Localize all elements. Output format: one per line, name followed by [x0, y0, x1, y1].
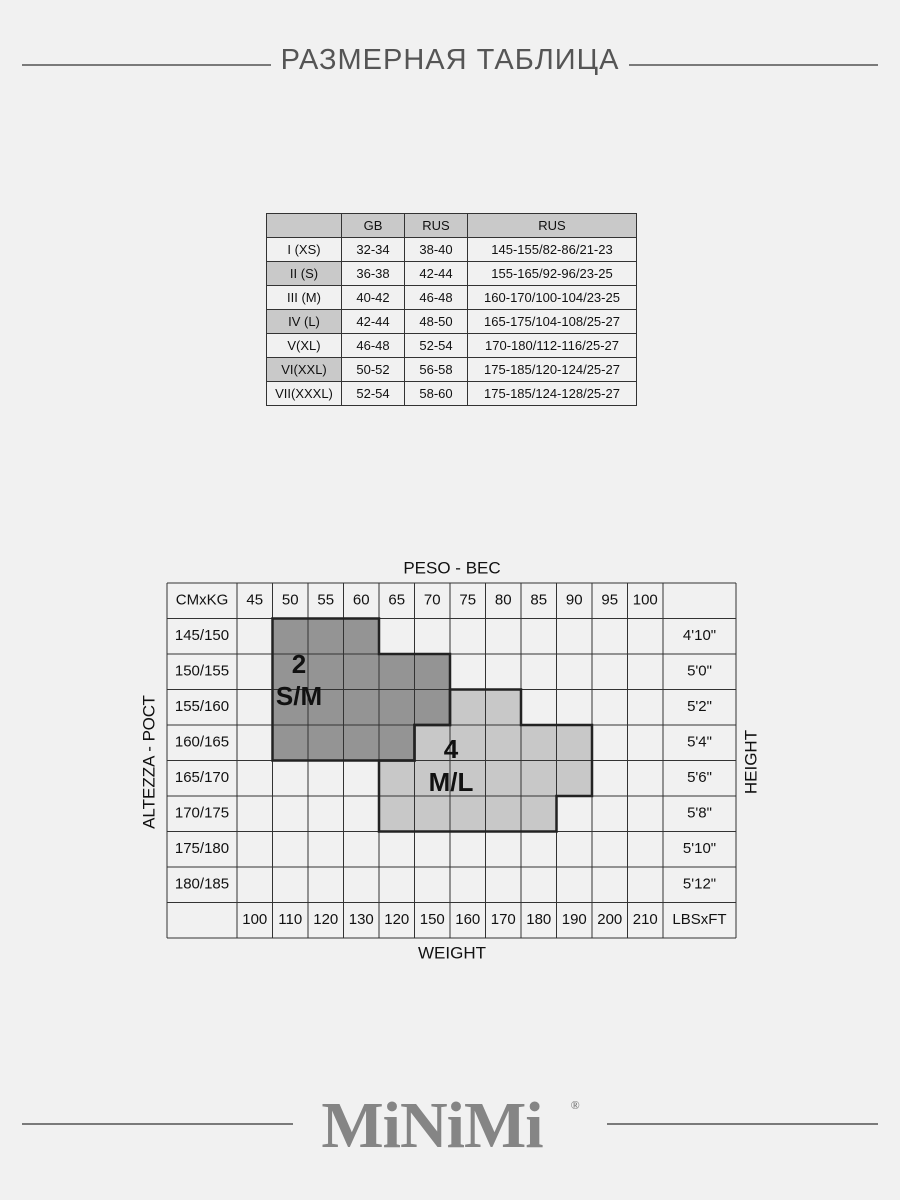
size-table-cell: 42-44 [342, 310, 405, 334]
size-table-cell: 40-42 [342, 286, 405, 310]
lbs-tick-label: 130 [348, 911, 374, 929]
size-table-cell: VII(XXXL) [267, 382, 342, 406]
lbs-tick-label: 120 [384, 911, 410, 929]
lbs-tick-label: 110 [278, 911, 303, 929]
zone-4-number: 4 [443, 733, 459, 764]
ft-row-label: 4'10" [682, 627, 717, 645]
ft-row-label: 5'4" [687, 733, 712, 751]
size-table-cell: 52-54 [342, 382, 405, 406]
cm-row-label: 155/160 [174, 698, 230, 716]
right-axis-label: HEIGHT [741, 729, 761, 795]
size-table-cell: 160-170/100-104/23-25 [468, 286, 637, 310]
zone-4-size: M/L [428, 766, 474, 797]
ft-row-label: 5'12" [682, 875, 717, 893]
lbs-tick-label: 190 [561, 911, 587, 929]
size-table-cell: 48-50 [405, 310, 468, 334]
kg-tick-label: 45 [246, 591, 264, 609]
size-table-cell: 36-38 [342, 262, 405, 286]
ft-row-label: 5'10" [682, 840, 717, 858]
size-table-cell: IV (L) [267, 310, 342, 334]
top-axis-label: PESO - ВЕС [403, 558, 501, 578]
grid-corner-label: CMxKG [175, 591, 229, 609]
size-table-cell: I (XS) [267, 238, 342, 262]
lbs-tick-label: 200 [597, 911, 623, 929]
kg-tick-label: 85 [530, 591, 548, 609]
kg-tick-label: 90 [565, 591, 583, 609]
cm-row-label: 160/165 [174, 733, 230, 751]
lbs-tick-label: 210 [632, 911, 658, 929]
size-table-header-cell: RUS [405, 214, 468, 238]
kg-tick-label: 100 [632, 591, 658, 609]
size-table-cell: 42-44 [405, 262, 468, 286]
size-table-cell: 46-48 [405, 286, 468, 310]
ft-row-label: 5'6" [687, 769, 712, 787]
size-table-cell: III (M) [267, 286, 342, 310]
ft-row-label: 5'0" [687, 662, 712, 680]
cm-row-label: 170/175 [174, 804, 230, 822]
kg-tick-label: 50 [281, 591, 299, 609]
kg-tick-label: 75 [459, 591, 477, 609]
size-table-cell: 46-48 [342, 334, 405, 358]
ft-row-label: 5'2" [687, 698, 712, 716]
size-table-cell: 50-52 [342, 358, 405, 382]
kg-tick-label: 55 [317, 591, 335, 609]
size-table-cell: 155-165/92-96/23-25 [468, 262, 637, 286]
lbs-corner-label: LBSxFT [672, 911, 727, 929]
size-table-cell: 175-185/120-124/25-27 [468, 358, 637, 382]
size-table-cell: 32-34 [342, 238, 405, 262]
size-table-header-cell: GB [342, 214, 405, 238]
lbs-tick-label: 150 [419, 911, 445, 929]
kg-tick-label: 70 [423, 591, 441, 609]
size-table-header-cell: RUS [468, 214, 637, 238]
kg-tick-label: 95 [601, 591, 619, 609]
size-table-cell: 165-175/104-108/25-27 [468, 310, 637, 334]
size-table-cell: VI(XXL) [267, 358, 342, 382]
kg-tick-label: 65 [388, 591, 406, 609]
lbs-tick-label: 180 [526, 911, 552, 929]
size-table-cell: 58-60 [405, 382, 468, 406]
lbs-tick-label: 120 [313, 911, 339, 929]
lbs-tick-label: 100 [242, 911, 268, 929]
cm-row-label: 175/180 [174, 840, 230, 858]
cm-row-label: 180/185 [174, 875, 230, 893]
size-table-cell: 52-54 [405, 334, 468, 358]
page-title: РАЗМЕРНАЯ ТАБЛИЦА [0, 44, 900, 77]
ft-row-label: 5'8" [687, 804, 712, 822]
zone-2-size: S/M [275, 680, 323, 711]
lbs-tick-label: 170 [490, 911, 516, 929]
size-table-cell: 145-155/82-86/21-23 [468, 238, 637, 262]
kg-tick-label: 80 [494, 591, 512, 609]
kg-tick-label: 60 [352, 591, 370, 609]
size-table-cell: 170-180/112-116/25-27 [468, 334, 637, 358]
size-table-cell: II (S) [267, 262, 342, 286]
size-table-cell: 56-58 [405, 358, 468, 382]
bottom-axis-label: WEIGHT [418, 943, 486, 963]
zone-2-number: 2 [291, 648, 307, 679]
cm-row-label: 165/170 [174, 769, 230, 787]
left-axis-label: ALTEZZA - РОСТ [139, 695, 159, 829]
brand-logo: MiNiMi ® [0, 1088, 900, 1164]
cm-row-label: 145/150 [174, 627, 230, 645]
cm-row-label: 150/155 [174, 662, 230, 680]
size-table-cell: V(XL) [267, 334, 342, 358]
size-table-cell: 175-185/124-128/25-27 [468, 382, 637, 406]
lbs-tick-label: 160 [455, 911, 481, 929]
size-table-cell: 38-40 [405, 238, 468, 262]
